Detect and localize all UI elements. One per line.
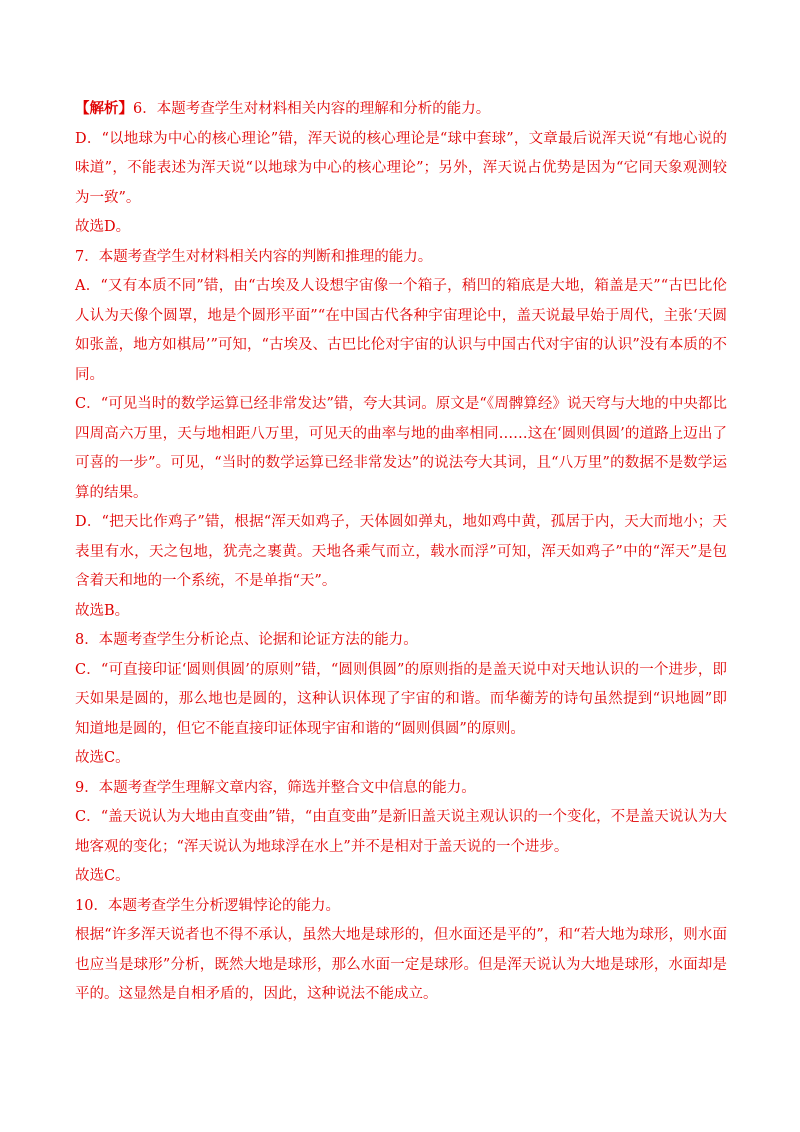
- q7-option-a: A．“又有本质不同”错，由“古埃及人设想宇宙像一个箱子，稍凹的箱底是大地，箱盖是天”“古巴比伦人认为天像个圆罩，地是个圆形平面”“在中国古代各种宇宙理论中，盖天说最早始于周代，主张‘天圆如张盖，地方如棋局’”可知，“古埃及、古巴比伦对宇宙的认识与中国古代对宇宙的认识”没有本质的不同。: [75, 278, 727, 383]
- q10-intro: 10．本题考查学生分析逻辑悖论的能力。: [75, 897, 340, 914]
- answer-analysis-document: [75, 94, 727, 1010]
- q7-option-c: C．“可见当时的数学运算已经非常发达”错，夸大其词。原文是“《周髀算经》说天穹与大地的中央都比四周高六万里，天与地相距八万里，可见天的曲率与地的曲率相同……这在‘圆则俱圆’的道路上迈出了可喜的一步”。可见，“当时的数学运算已经非常发达”的说法夸大其词，且“八万里”的数据不是数学运算的结果。: [75, 396, 727, 501]
- q7-option-d: D．“把天比作鸡子”错，根据“浑天如鸡子，天体圆如弹丸，地如鸡中黄，孤居于内，天大而地小；天表里有水，天之包地，犹壳之裹黄。天地各乘气而立，载水而浮”可知，浑天如鸡子”中的“浑天”是包含着天和地的一个系统，不是单指“天”。: [75, 514, 727, 589]
- q6-intro-text: 6．本题考查学生对材料相关内容的理解和分析的能力。: [133, 101, 491, 117]
- q9-answer: 故选C。: [75, 868, 130, 884]
- q6-answer: 故选D。: [75, 219, 131, 235]
- q7-answer: 故选B。: [75, 602, 130, 619]
- q7-intro: 7．本题考查学生对材料相关内容的判断和推理的能力。: [75, 248, 433, 265]
- q9-analysis: C．“盖天说认为大地由直变曲”错，“由直变曲”是新旧盖天说主观认识的一个变化，不是盖天说认为大地客观的变化；“浑天说认为地球浮在水上”并不是相对于盖天说的一个进步。: [75, 809, 727, 855]
- q6-intro: [75, 94, 727, 125]
- q6-analysis: D．“以地球为中心的核心理论”错，浑天说的核心理论是“球中套球”，文章最后说浑天说“有地心说的味道”，不能表述为浑天说“以地球为中心的核心理论”；另外，浑天说占优势是因为“它同天象观测较为一致”。: [75, 130, 727, 206]
- q9-intro: 9．本题考查学生理解文章内容，筛选并整合文中信息的能力。: [75, 779, 476, 796]
- q8-analysis: C．“可直接印证‘圆则俱圆’的原则”错，“圆则俱圆”的原则指的是盖天说中对天地认识的一个进步，即天如果是圆的，那么地也是圆的，这种认识体现了宇宙的和谐。而华蘅芳的诗句虽然提到“识地圆”即知道地是圆的，但它不能直接印证体现宇宙和谐的“圆则俱圆”的原则。: [75, 661, 727, 737]
- analysis-tag: 【解析】: [75, 100, 133, 117]
- q10-analysis: 根据“许多浑天说者也不得不承认，虽然大地是球形的，但水面还是平的”，和“若大地为球形，则水面也应当是球形”分析，既然大地是球形，那么水面一定是球形。但是浑天说认为大地是球形，水面却是平的。这显然是自相矛盾的，因此，这种说法不能成立。: [75, 927, 727, 1002]
- q8-answer: 故选C。: [75, 750, 130, 766]
- q8-intro: 8．本题考查学生分析论点、论据和论证方法的能力。: [75, 632, 418, 648]
